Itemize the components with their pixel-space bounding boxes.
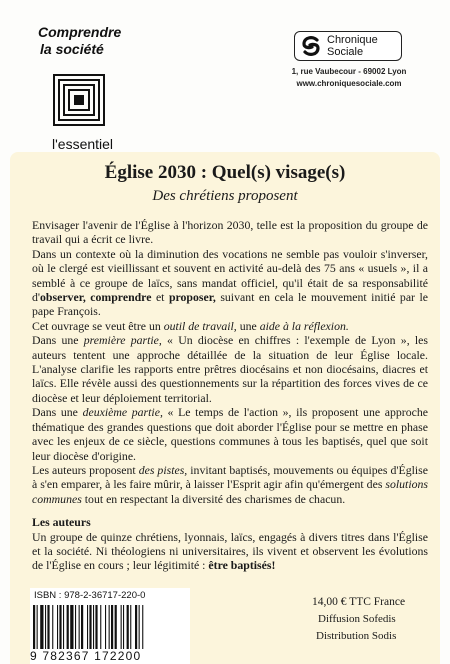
series-title-line1: Comprendre — [38, 24, 122, 40]
barcode-block — [30, 588, 190, 664]
paragraph-proposals — [32, 463, 428, 506]
barcode-bar — [59, 605, 61, 649]
barcode-bar — [47, 605, 49, 649]
barcode-bar — [100, 605, 101, 649]
book-subtitle: Des chrétiens proposent — [152, 188, 298, 204]
text-span: suivant en cela le mouvement initié par le pape François. — [32, 290, 428, 319]
barcode-bar — [95, 605, 97, 649]
barcode-bar — [37, 605, 38, 649]
price-label: 14,00 € TTC France — [312, 596, 406, 608]
italic-text: outil de travail, — [163, 318, 237, 333]
series-subtitle: l'essentiel — [52, 136, 114, 152]
publisher-address — [284, 66, 414, 90]
text-span: invitant baptisés, mouvements ou équipes d'Église à s'en emparer, à les faire mûrir, à laisser l'Esprit agir afin qu'émergent des — [32, 462, 428, 492]
publisher-address-line1: 1, rue Vaubecour - 69002 Lyon — [291, 67, 407, 76]
paragraph-part-one — [32, 333, 428, 405]
book-title: Église 2030 : Quel(s) visage(s) — [104, 162, 346, 183]
barcode-bar — [142, 605, 143, 649]
barcode-bar — [40, 605, 43, 649]
barcode-bar — [70, 605, 73, 649]
italic-text: aide à la réflexion. — [259, 318, 349, 333]
italic-text: deuxième partie, — [82, 405, 163, 420]
barcode-bar — [109, 605, 110, 649]
publisher-badge — [294, 31, 402, 61]
publisher-website: www.chroniquesociale.com — [296, 79, 402, 88]
barcode-bar — [123, 605, 124, 649]
distributor-diffusion: Diffusion Sofedis — [318, 613, 396, 625]
barcode-bar — [33, 605, 35, 649]
distributor-distribution: Distribution Sodis — [316, 630, 397, 642]
publisher-name-line2: Sociale — [327, 46, 364, 58]
barcode-bar — [127, 605, 129, 649]
text-span: Les auteurs proposent — [32, 462, 139, 477]
barcode-bar — [79, 605, 80, 649]
barcode-bar — [81, 605, 83, 649]
ean-number: 9 782367 172200 — [30, 649, 142, 663]
emphasis-text: être baptisés! — [208, 558, 276, 573]
text-span: une — [236, 318, 260, 333]
publisher-name — [327, 34, 378, 58]
text-span: « Un diocèse en chiffres : l'exemple de Lyon », les auteurs tentent une approche détaillée de la situation de leur Église locale. L'analyse clarifie les rapports entre prêtres diocésains et non diocésains, diacres et laïcs. Elle révèle aussi des questionnements sur la répartition des forces vives de ce diocèse et leur déploiement territorial. — [32, 333, 428, 405]
barcode-bar — [115, 605, 117, 649]
italic-text: solutions communes — [32, 477, 428, 506]
barcode-bar — [87, 605, 88, 649]
paragraph-part-two — [32, 405, 428, 463]
text-span: « Le temps de l'action », ils proposent une approche thématique des grandes questions que doit aborder l'Église pour se mettre en phase avec les enjeux de ce siècle, questions communes à tous les baptisés, quel que soit leur diocèse d'origine. — [32, 405, 428, 463]
text-span: Cet ouvrage se veut être un — [32, 318, 164, 333]
text-span: Un groupe de quinze chrétiens, lyonnais, laïcs, engagés à divers titres dans l'Église et la société. Ni théologiens ni universitaires, ils vivent et observent les évolutions de l'Église en cours ; leur légitimité : — [32, 529, 428, 573]
emphasis-text: proposer, — [168, 290, 216, 305]
barcode-icon — [32, 605, 182, 649]
text-span: Dans un contexte où la diminution des vocations ne semble pas vouloir s'inverser, où le clergé est vieillissant et souvent en activité au-delà des 75 ans « usuels », il a semblé à ce groupe de laïcs, sans mandat officiel, qu'il était de sa responsabilité d' — [32, 246, 428, 305]
text-span: Dans une — [32, 405, 83, 420]
italic-text: première partie, — [83, 333, 162, 348]
barcode-bar — [89, 605, 91, 649]
barcode-bar — [52, 605, 53, 649]
series-block — [38, 24, 168, 152]
back-cover-text — [32, 218, 428, 573]
text-span: tout en respectant la diversité des charismes de chacun. — [81, 491, 346, 506]
italic-text: des pistes, — [138, 462, 188, 477]
chronique-sociale-logo-icon — [300, 35, 322, 57]
text-span: et — [151, 290, 169, 305]
paragraph-context — [32, 247, 428, 319]
barcode-bar — [57, 605, 58, 649]
authors-heading: Les auteurs — [32, 515, 91, 530]
barcode-bar — [139, 605, 140, 649]
publisher-name-line1: Chronique — [327, 34, 378, 46]
paragraph-purpose — [32, 319, 428, 333]
series-title-line2: la société — [40, 41, 104, 57]
barcode-bar — [93, 605, 94, 649]
emphasis-text: observer, comprendre — [40, 290, 152, 305]
barcode-bar — [130, 605, 131, 649]
barcode-bar — [111, 605, 113, 649]
barcode-bar — [135, 605, 137, 649]
barcode-bar — [105, 605, 106, 649]
barcode-bar — [45, 605, 46, 649]
barcode-bar — [67, 605, 69, 649]
text-span: Dans une — [32, 333, 84, 348]
paragraph-intro: Envisager l'avenir de l'Église à l'horizon 2030, telle est la proposition du groupe de travail qui a écrit ce livre. — [32, 218, 428, 247]
isbn-label: ISBN : 978-2-36717-220-0 — [34, 590, 146, 601]
paragraph-authors — [32, 530, 428, 573]
barcode-bar — [121, 605, 122, 649]
nested-squares-icon — [53, 74, 105, 126]
barcode-bar — [63, 605, 64, 649]
barcode-bar — [75, 605, 76, 649]
